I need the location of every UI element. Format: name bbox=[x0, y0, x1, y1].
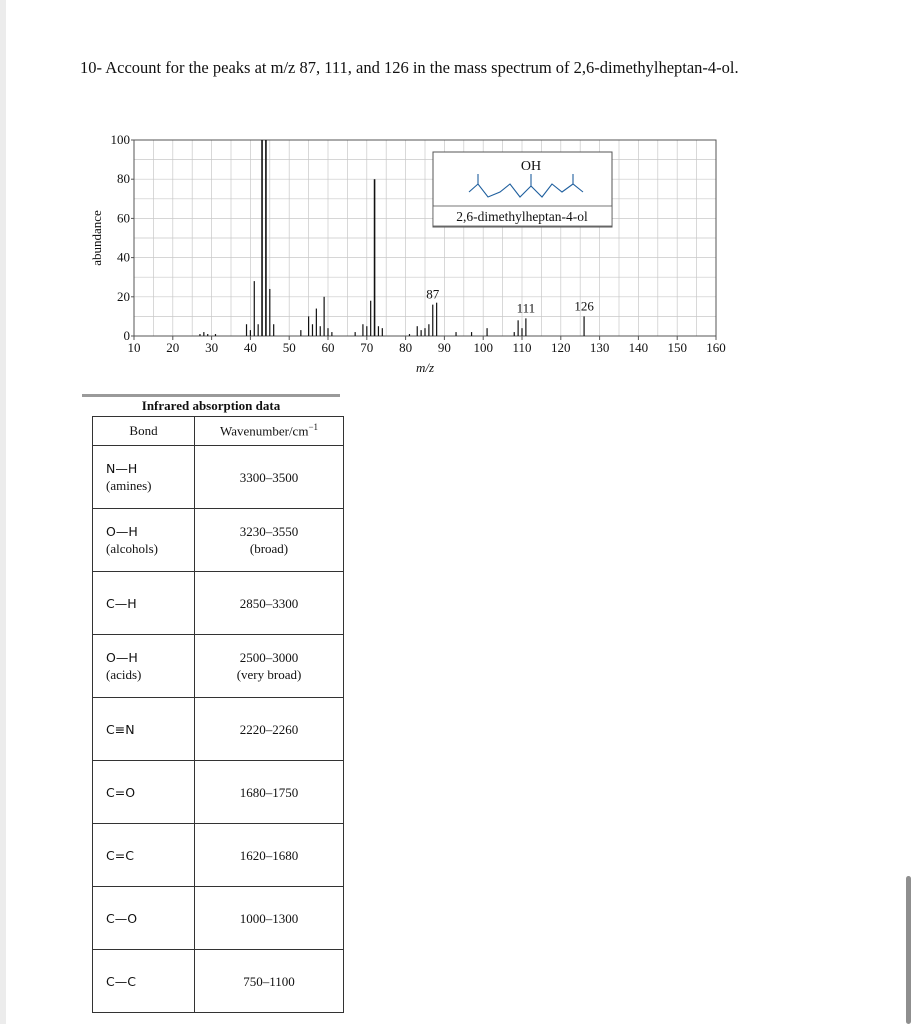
table-row bbox=[93, 698, 344, 761]
wavenumber-header-text: Wavenumber/cm bbox=[219, 423, 309, 439]
wavenumber-range: 1680–1750 bbox=[239, 784, 299, 800]
x-tick-label: 10 bbox=[127, 340, 141, 355]
x-tick-label: 100 bbox=[473, 340, 493, 355]
x-tick-labels bbox=[128, 336, 726, 355]
chart-grid bbox=[134, 140, 716, 336]
bond-note: (alcohols) bbox=[106, 541, 158, 556]
bond-name: O—H bbox=[106, 524, 138, 539]
question-text: 10- Account for the peaks at m/z 87, 111, and 126 in the mass spectrum of 2,6-dimethylheptan-4-ol. bbox=[80, 58, 739, 77]
bond-name: C—H bbox=[106, 595, 137, 611]
wavenumber-header-sup: −1 bbox=[308, 422, 319, 433]
peak-label: 111 bbox=[516, 300, 536, 316]
ir-absorption-table bbox=[92, 416, 344, 1013]
bond-name: C—C bbox=[106, 973, 136, 989]
x-tick-label: 130 bbox=[589, 340, 610, 355]
ir-table-caption: Infrared absorption data bbox=[82, 394, 340, 414]
y-tick-labels bbox=[111, 132, 135, 343]
y-tick-label: 100 bbox=[110, 132, 130, 147]
x-tick-label: 60 bbox=[321, 340, 335, 355]
table-row bbox=[93, 446, 344, 509]
bond-name: C—O bbox=[106, 910, 138, 926]
bond-name: C=O bbox=[106, 784, 136, 800]
wavenumber-range: 2220–2260 bbox=[239, 721, 299, 737]
table-row bbox=[93, 824, 344, 887]
x-tick-label: 40 bbox=[243, 340, 257, 355]
y-tick-label: 40 bbox=[117, 249, 130, 265]
y-tick-label: 80 bbox=[117, 171, 130, 187]
y-tick-label: 0 bbox=[123, 328, 130, 343]
x-tick-label: 150 bbox=[667, 340, 687, 355]
wavenumber-range: 1000–1300 bbox=[239, 910, 299, 926]
x-tick-label: 50 bbox=[282, 340, 296, 355]
bond-note: (amines) bbox=[106, 478, 152, 493]
x-tick-label: 90 bbox=[437, 340, 451, 355]
x-tick-label: 30 bbox=[205, 340, 219, 355]
table-row bbox=[93, 950, 344, 1013]
wavenumber-note: (very broad) bbox=[236, 667, 302, 682]
wavenumber-range: 3230–3550 bbox=[239, 524, 299, 539]
x-tick-label: 70 bbox=[360, 340, 374, 355]
structure-name-label: 2,6-dimethylheptan-4-ol bbox=[456, 209, 588, 224]
wavenumber-range: 1620–1680 bbox=[239, 847, 299, 863]
wavenumber-range: 750–1100 bbox=[243, 973, 295, 989]
table-row bbox=[93, 761, 344, 824]
table-row bbox=[93, 887, 344, 950]
x-tick-label: 80 bbox=[399, 340, 413, 355]
x-tick-label: 20 bbox=[166, 340, 180, 355]
x-axis-label: m/z bbox=[415, 360, 435, 375]
peak-labels bbox=[426, 287, 594, 316]
bond-name: C=C bbox=[106, 847, 134, 863]
wavenumber-range: 3300–3500 bbox=[239, 469, 299, 485]
x-tick-label: 160 bbox=[706, 340, 726, 355]
bond-name: O—H bbox=[106, 650, 138, 665]
peak-label: 126 bbox=[574, 298, 594, 314]
mass-spectrum-chart bbox=[0, 0, 920, 390]
x-tick-label: 110 bbox=[512, 340, 532, 355]
x-tick-label: 140 bbox=[628, 340, 649, 355]
table-row bbox=[93, 509, 344, 572]
bond-header: Bond bbox=[93, 417, 195, 446]
y-axis-label: abundance bbox=[89, 210, 104, 266]
bond-name: N—H bbox=[106, 461, 138, 476]
wavenumber-note: (broad) bbox=[249, 541, 289, 556]
y-tick-label: 60 bbox=[117, 210, 130, 226]
bond-note: (acids) bbox=[106, 667, 142, 682]
peak-label: 87 bbox=[426, 286, 440, 302]
scrollbar-thumb[interactable] bbox=[906, 876, 911, 1024]
wavenumber-header bbox=[195, 417, 344, 446]
bond-name: C≡N bbox=[106, 721, 135, 737]
y-tick-label: 20 bbox=[117, 288, 130, 304]
x-tick-label: 120 bbox=[551, 340, 571, 355]
structure-inset bbox=[433, 152, 612, 227]
wavenumber-range: 2500–3000 bbox=[239, 650, 299, 665]
structure-oh-label: OH bbox=[520, 159, 542, 174]
table-row bbox=[93, 572, 344, 635]
wavenumber-range: 2850–3300 bbox=[239, 595, 299, 611]
table-row bbox=[93, 635, 344, 698]
